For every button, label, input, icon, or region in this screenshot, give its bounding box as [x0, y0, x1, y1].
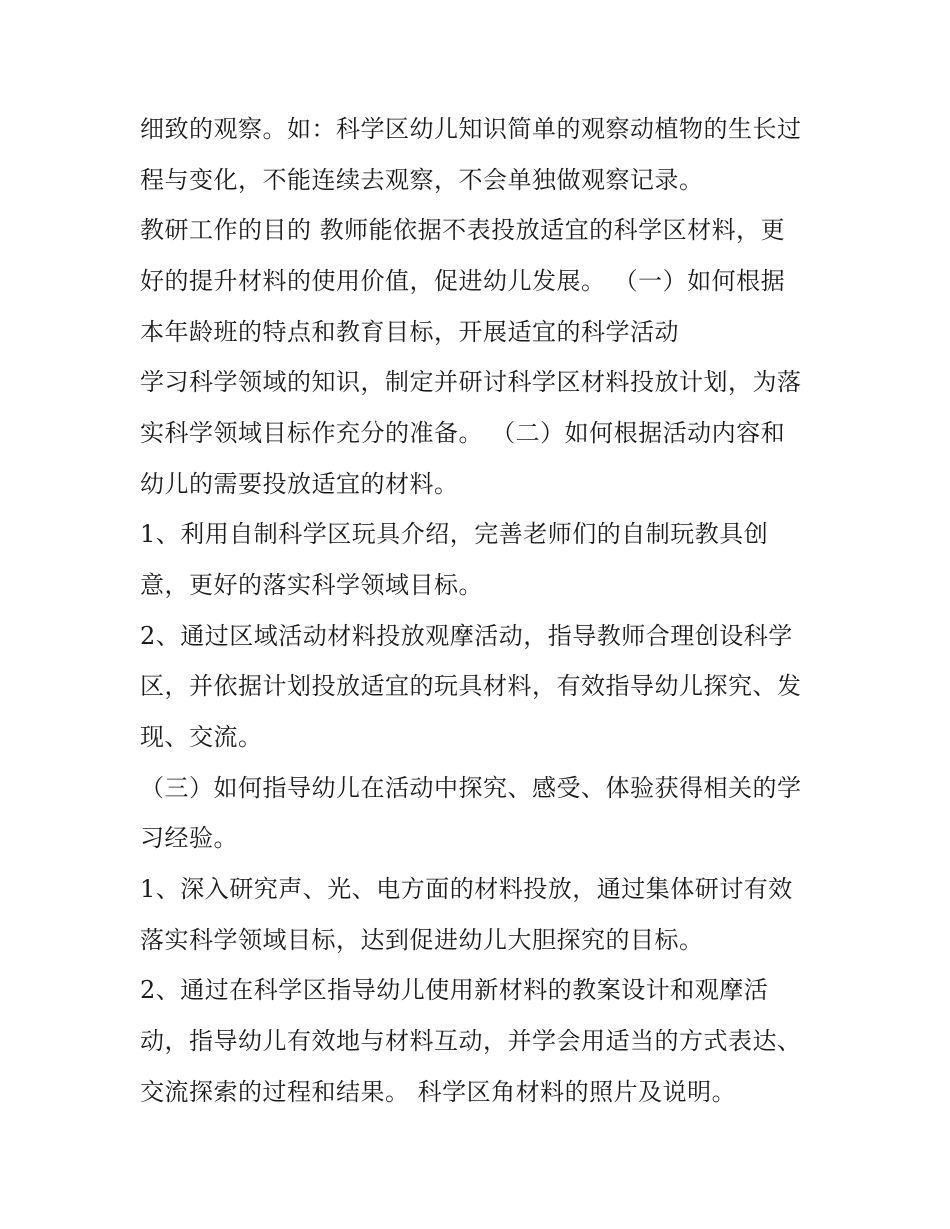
text-line: 程与变化，不能连续去观察，不会单独做观察记录。 — [140, 166, 704, 194]
text-line: 动，指导幼儿有效地与材料互动，并学会用适当的方式表达、 — [140, 1027, 802, 1055]
text-line: 现、交流。 — [140, 723, 263, 751]
text-line: 2、通过区域活动材料投放观摩活动，指导教师合理创设科学 — [140, 622, 793, 650]
text-line: 区，并依据计划投放适宜的玩具材料，有效指导幼儿探究、发 — [140, 672, 802, 700]
text-line: 好的提升材料的使用价值，促进幼儿发展。 （一）如何根据 — [140, 267, 786, 295]
text-line: 意，更好的落实科学领域目标。 — [140, 571, 483, 599]
text-line: 1、深入研究声、光、电方面的材料投放，通过集体研讨有效 — [140, 875, 793, 903]
text-line: 学习科学领域的知识，制定并研讨科学区材料投放计划，为落 — [140, 368, 802, 396]
text-line: 习经验。 — [140, 824, 238, 852]
text-line: 本年龄班的特点和教育目标，开展适宜的科学活动 — [140, 318, 679, 346]
text-line: 1、利用自制科学区玩具介绍，完善老师们的自制玩教具创 — [140, 520, 769, 548]
text-line: 落实科学领域目标，达到促进幼儿大胆探究的目标。 — [140, 926, 704, 954]
text-line: 幼儿的需要投放适宜的材料。 — [140, 470, 459, 498]
text-line: 交流探索的过程和结果。 科学区角材料的照片及说明。 — [140, 1078, 737, 1106]
text-line: 2、通过在科学区指导幼儿使用新材料的教案设计和观摩活 — [140, 976, 769, 1004]
text-line: 细致的观察。如：科学区幼儿知识简单的观察动植物的生长过 — [140, 115, 802, 143]
text-line: 教研工作的目的 教师能依据不表投放适宜的科学区材料，更 — [140, 216, 786, 244]
text-line: 实科学领域目标作充分的准备。 （二）如何根据活动内容和 — [140, 419, 786, 447]
text-line: （三）如何指导幼儿在活动中探究、感受、体验获得相关的学 — [140, 774, 802, 802]
